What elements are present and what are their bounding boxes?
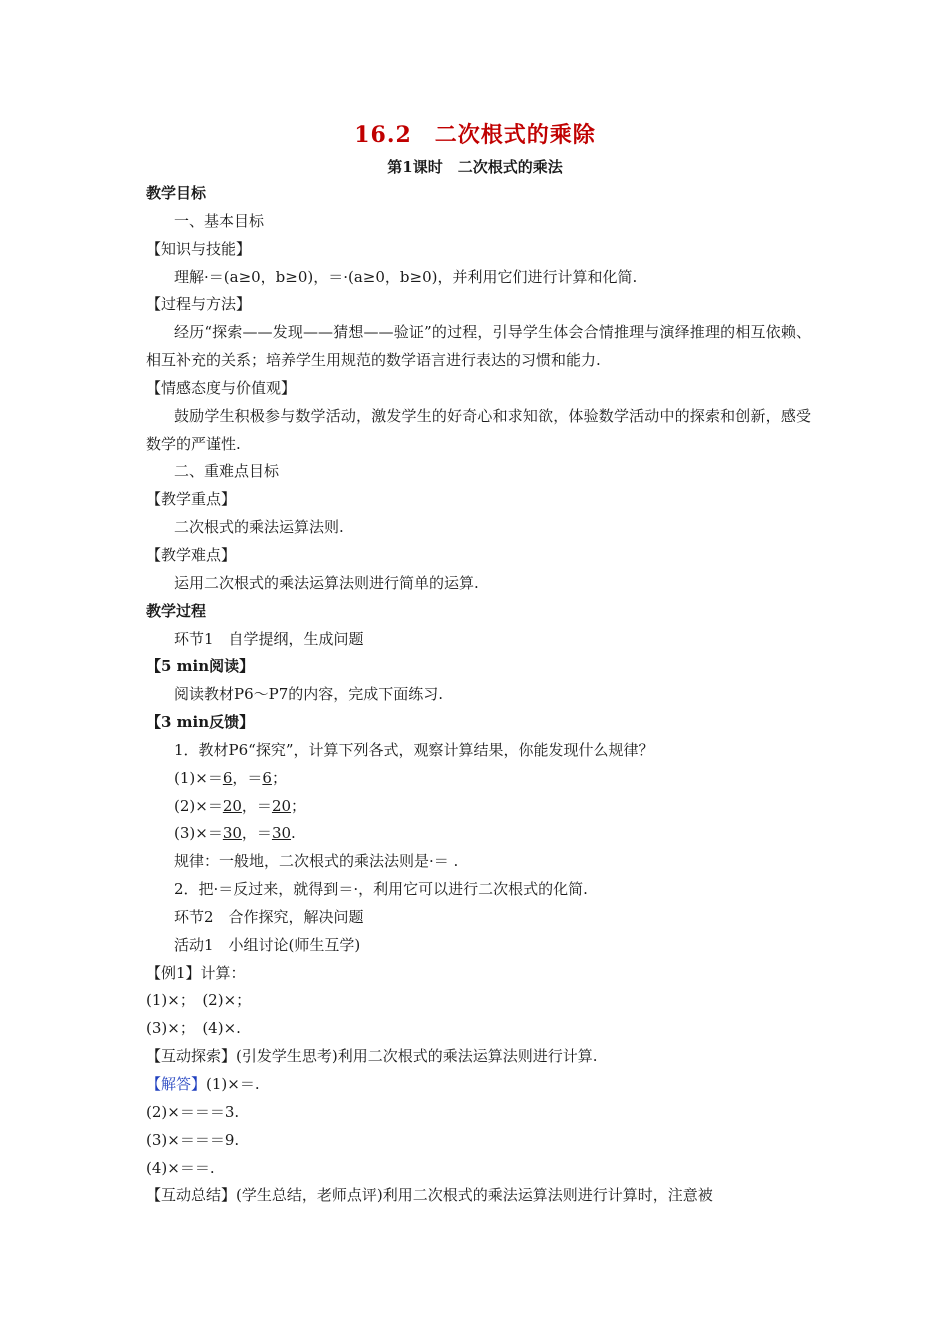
summary-tag: 【互动总结】 [146,1186,237,1205]
example-1 [146,960,811,988]
feedback-tag: 【3 min反馈】 [146,713,255,732]
section-heading-process: 教学过程 [146,601,207,620]
answer-line-3: (3)×＝＝＝9. [146,1130,240,1149]
exercise-text: ，＝ [241,796,272,815]
exercise-line-3 [146,820,811,848]
exercise-text: . [291,824,296,843]
focus-tag: 【教学重点】 [146,490,237,509]
answer-line-2: (2)×＝＝＝3. [146,1102,240,1121]
exercise-line-2 [146,793,811,821]
exercise-text: ，＝ [232,768,263,787]
emotion-tag: 【情感态度与价值观】 [146,378,297,397]
explore-line [146,1043,811,1071]
example-text: 计算： [200,963,246,982]
document-body [146,180,811,1210]
section-heading-goals: 教学目标 [146,184,207,202]
answer-blank: 6 [222,768,233,787]
answer-blank: 20 [222,796,242,815]
link1-heading: 环节1 自学提纲，生成问题 [174,629,364,648]
exercise-line-1 [146,765,811,793]
knowledge-text: 理解·＝(a≥0，b≥0)，＝·(a≥0，b≥0)，并利用它们进行计算和化简. [174,267,638,286]
answer-blank: 6 [262,768,272,787]
question-2: 2．把·＝反过来，就得到＝·，利用它可以进行二次根式的化简. [174,880,588,899]
link2-heading: 环节2 合作探究，解决问题 [174,907,364,926]
exercise-text: (3)×＝ [174,824,223,843]
exercise-text: ，＝ [241,824,272,843]
example-tag: 【例1】 [146,963,201,982]
answer-blank: 30 [271,824,292,843]
activity1-heading: 活动1 小组讨论(师生互学) [174,935,361,954]
explore-text: (引发学生思考)利用二次根式的乘法运算法则进行计算. [236,1047,598,1066]
basic-goal-heading: 一、基本目标 [174,211,265,230]
knowledge-tag: 【知识与技能】 [146,239,252,258]
exercise-text: (1)×＝ [174,768,223,787]
process-method-tag: 【过程与方法】 [146,295,252,314]
exercise-text: ； [291,796,307,815]
question-1: 1．教材P6“探究”，计算下列各式，观察计算结果，你能发现什么规律？ [174,740,654,759]
answer-blank: 20 [271,796,292,815]
reading-tag: 【5 min阅读】 [146,657,255,676]
difficulty-text: 运用二次根式的乘法运算法则进行简单的运算. [174,573,479,592]
answer-text: (1)×＝. [206,1075,260,1093]
emotion-text: 鼓励学生积极参与数学活动，激发学生的好奇心和求知欲，体验数学活动中的探索和创新，感受数学的严谨性. [146,406,811,453]
explore-tag: 【互动探索】 [146,1047,237,1066]
answer-tag: 【解答】 [146,1075,207,1093]
answer-blank: 30 [222,824,242,843]
summary-line [146,1182,811,1210]
exercise-text: (2)×＝ [174,796,223,815]
rule-text: 规律：一般地，二次根式的乘法法则是·＝ . [174,852,459,871]
answer-line-4: (4)×＝＝. [146,1158,215,1177]
exercise-text: ； [271,768,287,787]
process-method-text: 经历“探索——发现——猜想——验证”的过程，引导学生体会合情推理与演绎推理的相互依赖、相互补充的关系；培养学生用规范的数学语言进行表达的习惯和能力. [146,323,811,370]
focus-text: 二次根式的乘法运算法则. [174,518,344,537]
summary-text: (学生总结，老师点评)利用二次根式的乘法运算法则进行计算时，注意被 [236,1186,713,1205]
page-title: 16.2 二次根式的乘除 [354,122,596,148]
answer-line-1 [146,1071,811,1099]
lesson-subtitle: 第1课时 二次根式的乘法 [387,158,563,176]
example-row-1: (1)×； (2)×； [146,991,252,1010]
example-row-2: (3)×； (4)×. [146,1019,241,1038]
key-goal-heading: 二、重难点目标 [174,462,280,481]
difficulty-tag: 【教学难点】 [146,545,237,564]
reading-text: 阅读教材P6～P7的内容，完成下面练习. [174,685,444,704]
